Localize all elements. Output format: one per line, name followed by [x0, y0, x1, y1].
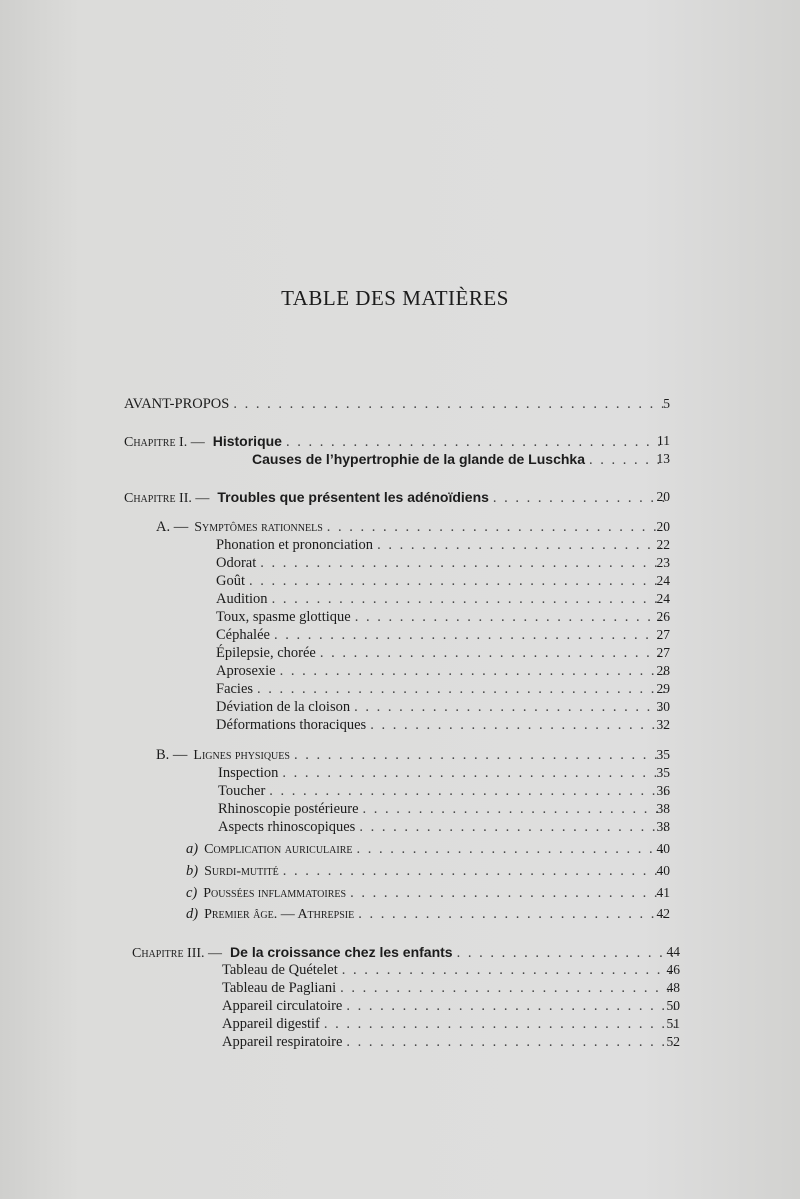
- toc-label: Goût: [216, 573, 245, 589]
- toc-row: [222, 998, 680, 1016]
- toc-row: [156, 747, 670, 765]
- toc-page: 40: [656, 841, 670, 856]
- item-letter: c): [186, 885, 198, 901]
- toc-label: Audition: [216, 591, 268, 607]
- toc-label: Déviation de la cloison: [216, 699, 351, 715]
- toc-label: Complication auriculaire: [204, 842, 353, 857]
- dot-leader: [286, 434, 666, 451]
- toc-page: 20: [656, 489, 670, 504]
- toc-label: Poussées inflammatoires: [203, 886, 347, 901]
- section-letter: B. —: [156, 747, 188, 763]
- toc-label: Tableau de Pagliani: [222, 980, 337, 996]
- dot-leader: [493, 490, 666, 507]
- dot-leader: [324, 1016, 676, 1033]
- toc-page: 20: [656, 519, 670, 534]
- dot-leader: [377, 537, 666, 554]
- dot-leader: [233, 396, 666, 413]
- dot-leader: [356, 841, 666, 858]
- toc-label: Appareil respiratoire: [222, 1034, 343, 1050]
- toc-label: Troubles que présentent les adénoïdiens: [217, 489, 489, 505]
- toc-row: [186, 906, 670, 924]
- toc-row: [216, 591, 670, 609]
- toc-label: Appareil digestif: [222, 1016, 320, 1032]
- dot-leader: [370, 717, 666, 734]
- dot-leader: [274, 627, 666, 644]
- toc-page: 27: [656, 645, 670, 660]
- toc-label: Toucher: [218, 783, 266, 799]
- toc-row: [186, 863, 670, 881]
- dot-leader: [363, 801, 666, 818]
- item-letter: a): [186, 841, 199, 857]
- dot-leader: [327, 519, 666, 536]
- toc-row: [124, 396, 670, 414]
- toc-row: [222, 1016, 680, 1034]
- toc-row: [218, 783, 670, 801]
- toc-row: [124, 489, 670, 507]
- toc-row: [216, 681, 670, 699]
- toc-label: Tableau de Quételet: [222, 962, 338, 978]
- toc-page: 27: [656, 627, 670, 642]
- toc-page: 23: [656, 555, 670, 570]
- dot-leader: [294, 747, 666, 764]
- toc-label: Phonation et prononciation: [216, 537, 374, 553]
- toc-row: [222, 980, 680, 998]
- toc-row: [216, 717, 670, 735]
- toc-page: 40: [656, 863, 670, 878]
- toc-page: 22: [656, 537, 670, 552]
- section-letter: A. —: [156, 519, 189, 535]
- toc-label: Historique: [212, 433, 282, 449]
- dot-leader: [350, 885, 666, 902]
- toc-page: 36: [656, 783, 670, 798]
- toc-page: 26: [656, 609, 670, 624]
- dot-leader: [260, 555, 666, 572]
- toc-page: 42: [656, 906, 670, 921]
- toc-row: [216, 663, 670, 681]
- toc-label: Céphalée: [216, 627, 270, 643]
- toc-page: 24: [656, 591, 670, 606]
- toc-page: 30: [656, 699, 670, 714]
- toc-page: 28: [656, 663, 670, 678]
- toc-page: 13: [656, 451, 670, 466]
- toc-row: [216, 627, 670, 645]
- dot-leader: [320, 645, 666, 662]
- dot-leader: [283, 863, 666, 880]
- toc-page: 32: [656, 717, 670, 732]
- toc-row: [216, 699, 670, 717]
- toc-label: Facies: [216, 681, 254, 697]
- toc-page: 35: [656, 747, 670, 762]
- toc-row: [216, 537, 670, 555]
- toc-row: [218, 765, 670, 783]
- dot-leader: [269, 783, 666, 800]
- toc-label: De la croissance chez les enfants: [230, 944, 453, 960]
- toc-label: Toux, spasme glottique: [216, 609, 351, 625]
- toc-label: Rhinoscopie postérieure: [218, 801, 359, 817]
- chapter-number: Chapitre I. —: [124, 435, 205, 450]
- dot-leader: [359, 819, 666, 836]
- dot-leader: [342, 962, 676, 979]
- toc-label: Premier âge. — Athrepsie: [204, 907, 355, 922]
- item-letter: b): [186, 863, 199, 879]
- toc-label: Aprosexie: [216, 663, 276, 679]
- toc-page: 41: [656, 885, 670, 900]
- toc-label: Symptômes rationnels: [194, 520, 323, 535]
- dot-leader: [346, 1034, 676, 1051]
- toc-row: [252, 451, 670, 469]
- dot-leader: [358, 906, 666, 923]
- dot-leader: [249, 573, 666, 590]
- toc-page: 29: [656, 681, 670, 696]
- dot-leader: [355, 609, 666, 626]
- dot-leader: [272, 591, 666, 608]
- toc-page: 51: [666, 1016, 680, 1031]
- toc-row: [186, 841, 670, 859]
- toc-label: Inspection: [218, 765, 279, 781]
- dot-leader: [346, 998, 676, 1015]
- toc-label: Lignes physiques: [193, 748, 290, 763]
- toc-row: [186, 885, 670, 903]
- toc-label: Déformations thoraciques: [216, 717, 367, 733]
- toc-page: 48: [666, 980, 680, 995]
- toc-row: [216, 555, 670, 573]
- toc-label: AVANT-PROPOS: [124, 396, 230, 412]
- dot-leader: [354, 699, 666, 716]
- toc-page: 38: [656, 801, 670, 816]
- toc-row: [222, 1034, 680, 1052]
- chapter-number: Chapitre III. —: [132, 946, 223, 961]
- toc-page: 5: [663, 396, 670, 411]
- toc-row: [216, 573, 670, 591]
- toc-page: 44: [666, 944, 680, 959]
- toc-page: 35: [656, 765, 670, 780]
- toc-label: Causes de l’hypertrophie de la glande de Luschka: [252, 451, 585, 467]
- item-letter: d): [186, 906, 199, 922]
- toc-row: [156, 519, 670, 537]
- toc-page: 11: [657, 433, 670, 448]
- dot-leader: [340, 980, 676, 997]
- dot-leader: [457, 945, 676, 962]
- toc-row: [218, 819, 670, 837]
- page-title: TABLE DES MATIÈRES: [281, 286, 509, 310]
- toc-row: [222, 962, 680, 980]
- dot-leader: [280, 663, 666, 680]
- toc-label: Épilepsie, chorée: [216, 645, 316, 661]
- chapter-number: Chapitre II. —: [124, 491, 210, 506]
- toc-page: 50: [666, 998, 680, 1013]
- dot-leader: [282, 765, 666, 782]
- toc-page: 38: [656, 819, 670, 834]
- toc-row: [216, 609, 670, 627]
- toc-page: 24: [656, 573, 670, 588]
- toc-label: Appareil circulatoire: [222, 998, 343, 1014]
- toc-row: [218, 801, 670, 819]
- toc-label: Aspects rhinoscopiques: [218, 819, 356, 835]
- toc-page: 52: [666, 1034, 680, 1049]
- toc-page: 46: [666, 962, 680, 977]
- toc-row: [132, 944, 680, 962]
- toc-row: [216, 645, 670, 663]
- toc-label: Odorat: [216, 555, 257, 571]
- dot-leader: [257, 681, 666, 698]
- toc-row: [124, 433, 670, 451]
- toc-label: Surdi-mutité: [204, 864, 279, 879]
